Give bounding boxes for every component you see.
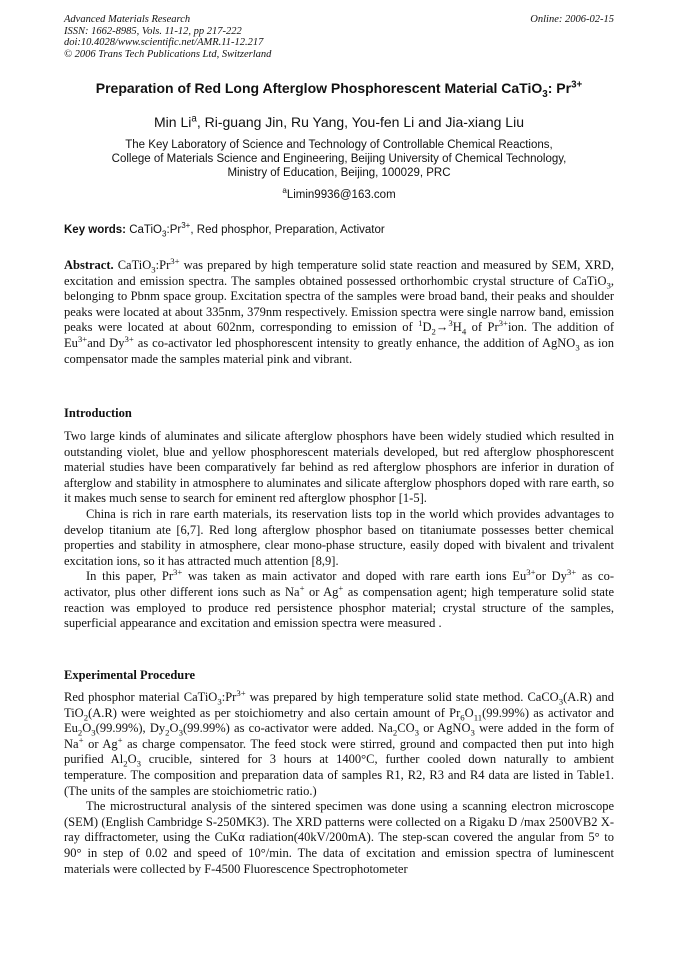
affiliation-line: College of Materials Science and Engineering, Beijing University of Chemical Technology, bbox=[111, 153, 567, 165]
affiliation bbox=[40, 138, 638, 180]
experimental-section bbox=[64, 687, 615, 877]
author-email: $^a$Limin9936@163.com bbox=[282, 186, 396, 201]
paper-title: Preparation of Red Long Afterglow Phosphorescent Material CaTiO$_3$: $Pr^{3+}$ bbox=[95, 79, 583, 100]
experimental-heading: Experimental Procedure bbox=[64, 668, 196, 682]
issn-line: ISSN: 1662-8985, Vols. 11-12, pp 217-222 bbox=[64, 25, 242, 37]
paragraph: The microstructural analysis of the sintered specimen was done using a scanning electron microscope (SEM) (English Cambridge S-250MK3). The XRD patterns were collected on a Rigaku D /max 2500VB2 X-ray diffractometer, using the CuKα radiation(40kV/200mA). The step-scan covered the angular from 5° to 90° in step of 0.02 and speed of 10°/min. The data of excitation and emission spectra of luminescent materials were collected by F-4500 Fluorescence Spectrophotometer bbox=[64, 799, 614, 876]
introduction-heading: Introduction bbox=[64, 406, 132, 420]
keywords-label: Key words: bbox=[64, 224, 126, 236]
paragraph: In this paper, $Pr^{3+}$ was taken as main activator and doped with rare earth ions $Eu^{3+}or$ $Dy^{3+}$ as co-activator, plus other different ions such as Na+ or Ag+ as compensation agent; high temperature solid state reaction was employed to produce red persistence phosphor material; crystal structure of the samples, superficial appearance and excitation and emission spectra were measured . bbox=[64, 567, 614, 631]
journal-name: Advanced Materials Research bbox=[64, 14, 191, 25]
paragraph: Two large kinds of aluminates and silicate afterglow phosphors have been widely studied which resulted in outstanding violet, blue and yellow phosphorescent materials developed, but red afterglow phosphorescent material studies have been comparatively far behind as red afterglow phosphors are inferior in duration of afterglow and stability in atmosphere to aluminates and silicate afterglow phosphors doped with rare earth, so it makes much sense to search for eminent red afterglow phosphor [1-5]. bbox=[64, 429, 614, 506]
abstract: Abstract. $CaTiO_3:Pr^{3+}$ was prepared by high temperature solid state reaction and measured by SEM, XRD, excitation and emission spectra. The samples obtained possessed orthorhombic crystal structure of CaTiO$_3$, belonging to Pbnm space group. Excitation spectra of the samples were broad band, their peaks and shoulder peaks were located at about 335nm, 379nm respectively. Emission spectra were single narrow band, emission peaks were located at about 602nm, corresponding to emission of $^1D_2\to^3H_4$ of $Pr^{3+}ion$. The addition of $Eu^{3+}and$ $Dy^{3+}$ as co-activator led phosphorescent intensity to greatly enhance, the addition of AgNO$_3$ as ion compensator made the samples material pink and vibrant. bbox=[64, 255, 614, 366]
paragraph: China is rich in rare earth materials, its reservation lists top in the world which provides advantages to develop titanium ate [6,7]. Red long afterglow phosphor based on titaniumate possesses better chemical properties and stability in atmosphere, clear mono-phase structure, easily doped with bivalent and trivalent excitation ions, so it has attracted much attention [8,9]. bbox=[64, 506, 614, 568]
author-list: Min Li$^a$, Ri-guang Jin, Ru Yang, You-fen Li and Jia-xiang Liu bbox=[154, 113, 524, 130]
introduction-section bbox=[64, 429, 614, 632]
affiliation-line: The Key Laboratory of Science and Technology of Controllable Chemical Reactions, bbox=[125, 139, 553, 151]
doi-line: doi:10.4028/www.scientific.net/AMR.11-12.217 bbox=[64, 37, 264, 48]
copyright-line: © 2006 Trans Tech Publications Ltd, Switzerland bbox=[64, 48, 272, 60]
online-date: Online: 2006-02-15 bbox=[530, 14, 614, 25]
journal-header bbox=[64, 14, 271, 60]
keywords: Key words: $CaTiO_3:Pr^{3+}$, Red phosphor, Preparation, Activator bbox=[64, 221, 385, 239]
paragraph: Red phosphor material $CaTiO_3:Pr^{3+}$ was prepared by high temperature solid state method. CaCO$_3$(A.R) and TiO$_2$(A.R) were weighted as per stoichiometry and also certain amount of $Pr_6O_{11}(99.99\%)$ as activator and $Eu_2O_3(99.99\%)$, $Dy_2O_3(99.99\%)$ as co-activator were added. $Na_2CO_3$ or AgNO$_3$ were added in the form of Na+ or Ag+ as charge compensator. The feed stock were stirred, ground and compacted then put into high purified $Al_2O_3$ crucible, sintered for 3 hours at 1400°C, further cooled down naturally to ambient temperature. The composition and preparation data of samples R1, R2, R3 and R4 data are listed in Table1. (The units of the samples are stoichiometric ratio.) bbox=[64, 687, 615, 798]
abstract-label: Abstract. bbox=[64, 258, 114, 272]
affiliation-line: Ministry of Education, Beijing, 100029, PRC bbox=[227, 167, 451, 179]
